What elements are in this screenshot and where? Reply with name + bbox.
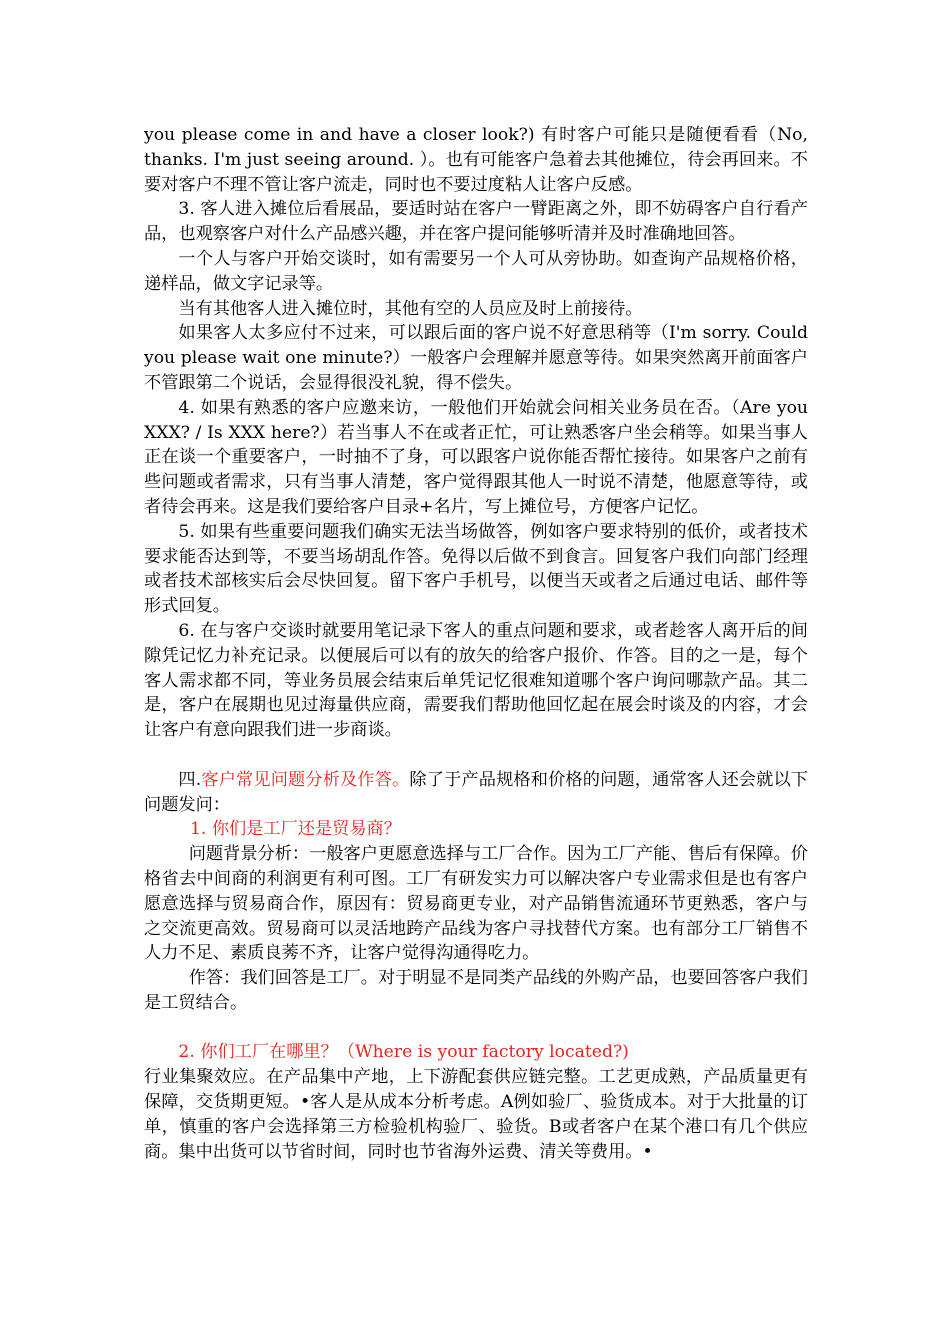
section-4-intro: 除了于产品规格和价格的问题，通常客人还会就以下问题发问： bbox=[144, 769, 808, 815]
paragraph-item-4: 4. 如果有熟悉的客户应邀来访，一般他们开始就会问相关业务员在否。（Are you XXX? / Is XXX here?）若当事人不在或者正忙，可让熟悉客户坐会稍等。如果当事人正在谈一个重要客户，一时抽不了身，可以跟客户说你能否帮忙接待。如果客户之前有些问题或者需求，只有当事人清楚，客户觉得跟其他人一时说不清楚，他愿意等待，或者待会再来。这是我们要给客户目录+名片，写上摊位号，方便客户记忆。 bbox=[144, 397, 808, 517]
paragraph-other-guests: 当有其他客人进入摊位时，其他有空的人员应及时上前接待。 bbox=[178, 298, 643, 319]
section-4-title: 客户常见问题分析及作答。 bbox=[201, 769, 410, 790]
question-1-answer: 作答：我们回答是工厂。对于明显不是同类产品线的外购产品，也要回答客户我们是工贸结合。 bbox=[144, 968, 808, 1013]
section-4-heading bbox=[144, 768, 808, 818]
paragraph-assist: 一个人与客户开始交谈时，如有需要另一个人可从旁协助。如查询产品规格价格，递样品，做文字记录等。 bbox=[144, 248, 808, 294]
document-page bbox=[144, 123, 808, 1164]
paragraph-too-many-guests: 如果客人太多应付不过来，可以跟后面的客户说不好意思稍等（I'm sorry. Could you please wait one minute?）一般客户会理解并愿意等待。如果突然离开前面客户不管跟第二个说话，会显得很没礼貌，得不偿失。 bbox=[144, 323, 808, 393]
paragraph-item-3: 3. 客人进入摊位后看展品，要适时站在客户一臂距离之外，即不妨碍客户自行看产品，也观察客户对什么产品感兴趣，并在客户提问能够听清并及时准确地回答。 bbox=[144, 199, 808, 245]
paragraph-item-5: 5. 如果有些重要问题我们确实无法当场做答，例如客户要求特别的低价，或者技术要求能否达到等，不要当场胡乱作答。免得以后做不到食言。回复客户我们向部门经理或者技术部核实后会尽快回复。留下客户手机号，以便当天或者之后通过电话、邮件等形式回复。 bbox=[144, 521, 808, 617]
question-1-heading: 1. 你们是工厂还是贸易商？ bbox=[190, 819, 401, 840]
question-2-body: 行业集聚效应。在产品集中产地，上下游配套供应链完整。工艺更成熟，产品质量更有保障，交货期更短。•客人是从成本分析考虑。A例如验厂、验货成本。对于大批量的订单，慎重的客户会选择第三方检验机构验厂、验货。B或者客户在某个港口有几个供应商。集中出货可以节省时间，同时也节省海外运费、清关等费用。• bbox=[144, 1067, 808, 1162]
paragraph-item-6: 6. 在与客户交谈时就要用笔记录下客人的重点问题和要求，或者趁客人离开后的间隙凭记忆力补充记录。以便展后可以有的放矢的给客户报价、作答。目的之一是，每个客人需求都不同，等业务员展会结束后单凭记忆很难知道哪个客户询问哪款产品。其二是，客户在展期也见过海量供应商，需要我们帮助他回忆起在展会时谈及的内容，才会让客户有意向跟我们进一步商谈。 bbox=[144, 620, 808, 741]
question-1-analysis: 问题背景分析：一般客户更愿意选择与工厂合作。因为工厂产能、售后有保障。价格省去中间商的利润更有利可图。工厂有研发实力可以解决客户专业需求但是也有客户愿意选择与贸易商合作，原因有：贸易商更专业，对产品销售流通环节更熟悉，客户与之交流更高效。贸易商可以灵活地跨产品线为客户寻找替代方案。也有部分工厂销售不人力不足、素质良莠不齐，让客户觉得沟通得吃力。 bbox=[144, 844, 808, 964]
question-2-heading: 2. 你们工厂在哪里？（Where is your factory located?) bbox=[178, 1042, 629, 1063]
section-4-number: 四. bbox=[178, 769, 202, 790]
paragraph-continuation: you please come in and have a closer look?) 有时客户可能只是随便看看（No, thanks. I'm just seeing around. ）。也有可能客户急着去其他摊位，待会再回来。不要对客户不理不管让客户流走，同时也不要过度粘人让客户反感。 bbox=[144, 125, 808, 195]
